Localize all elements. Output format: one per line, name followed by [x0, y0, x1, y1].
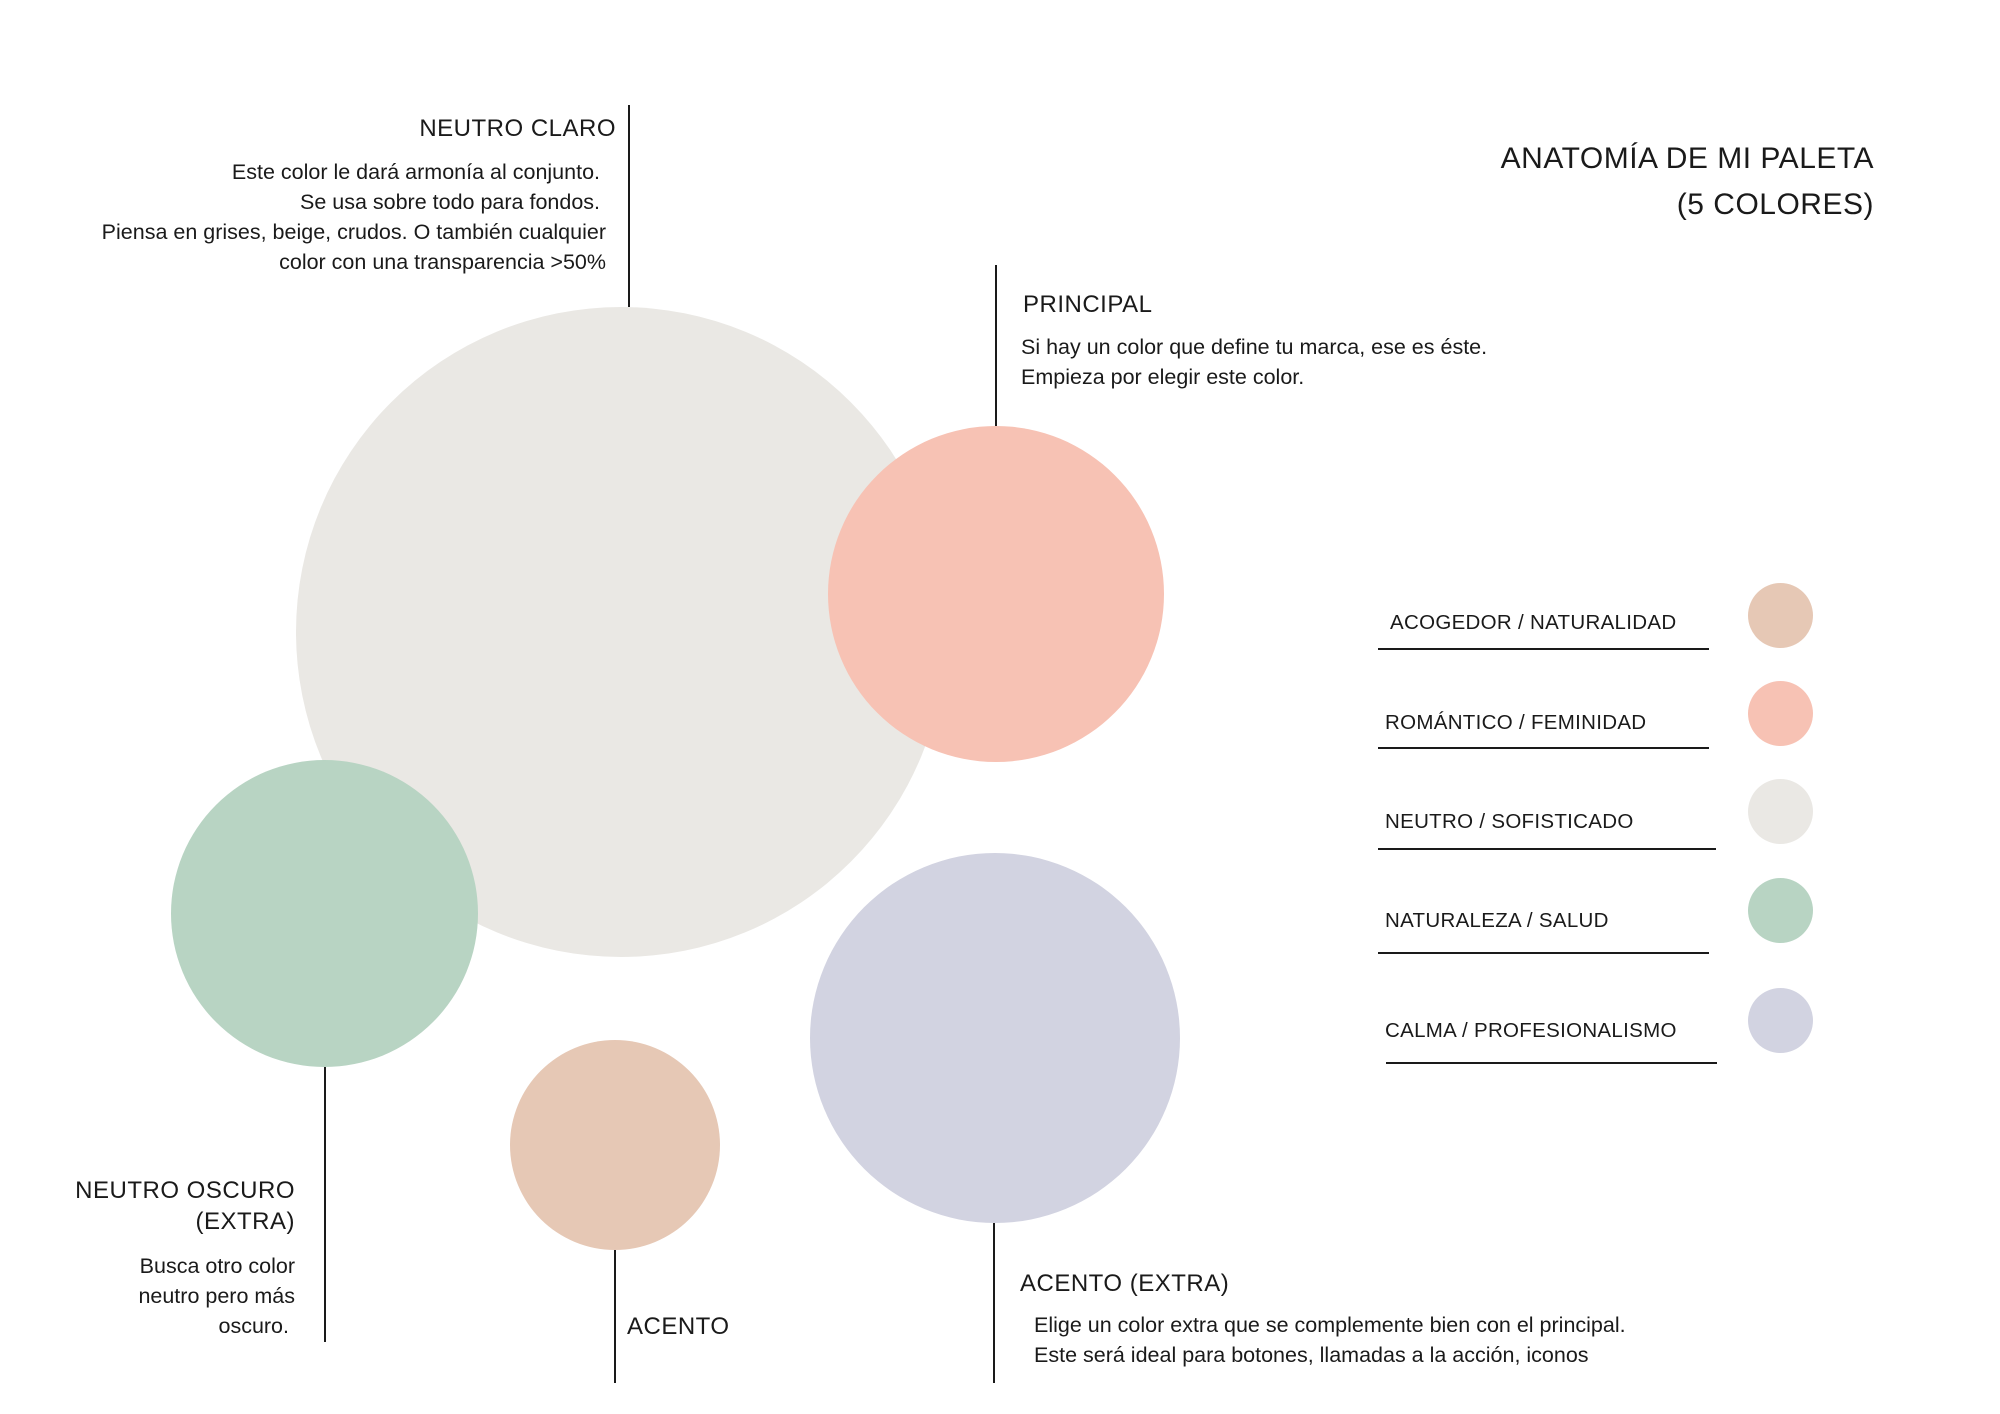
- desc-neutro-claro-line-4: color con una transparencia >50%: [279, 250, 606, 274]
- desc-neutro-oscuro-line-1: Busca otro color: [139, 1254, 295, 1278]
- label-principal: PRINCIPAL: [1023, 291, 1153, 318]
- desc-acento-extra: [1034, 1310, 1626, 1370]
- desc-acento-extra-line-2: Este será ideal para botones, llamadas a la acción, iconos: [1034, 1343, 1589, 1367]
- legend-label-calma: CALMA / PROFESIONALISMO: [1385, 1019, 1677, 1042]
- leader-line-neutro-claro: [628, 105, 630, 307]
- label-neutro-oscuro-line-1: NEUTRO OSCURO: [75, 1177, 295, 1204]
- page-title-line-1: ANATOMÍA DE MI PALETA: [1500, 142, 1874, 175]
- page-title: [1501, 136, 1874, 228]
- legend-swatch-calma: [1748, 988, 1813, 1053]
- label-acento: ACENTO: [627, 1313, 730, 1340]
- desc-neutro-oscuro-line-3: oscuro.: [218, 1314, 289, 1338]
- circle-neutro-oscuro: [171, 760, 478, 1067]
- legend-underline-romantico: [1378, 747, 1709, 749]
- desc-neutro-claro-line-3: Piensa en grises, beige, crudos. O también cualquier: [101, 220, 606, 244]
- desc-principal-line-2: Empieza por elegir este color.: [1021, 365, 1305, 389]
- legend-label-naturaleza: NATURALEZA / SALUD: [1385, 909, 1609, 932]
- legend-swatch-romantico: [1748, 681, 1813, 746]
- legend-label-neutro: NEUTRO / SOFISTICADO: [1385, 810, 1634, 833]
- label-neutro-claro: NEUTRO CLARO: [419, 115, 616, 142]
- circle-principal: [828, 426, 1164, 762]
- label-acento-extra: ACENTO (EXTRA): [1020, 1270, 1230, 1297]
- leader-line-acento: [614, 1250, 616, 1383]
- desc-acento-extra-line-1: Elige un color extra que se complemente bien con el principal.: [1034, 1313, 1626, 1337]
- legend-label-romantico: ROMÁNTICO / FEMINIDAD: [1385, 711, 1647, 734]
- label-neutro-oscuro: [75, 1175, 295, 1237]
- legend-swatch-neutro: [1748, 779, 1813, 844]
- legend-label-acogedor: ACOGEDOR / NATURALIDAD: [1390, 611, 1677, 634]
- desc-neutro-claro-line-1: Este color le dará armonía al conjunto.: [231, 160, 600, 184]
- desc-neutro-claro: [102, 157, 606, 277]
- circle-acento-extra: [810, 853, 1180, 1223]
- desc-neutro-oscuro-line-2: neutro pero más: [138, 1284, 295, 1308]
- leader-line-acento-extra: [993, 1223, 995, 1383]
- leader-line-principal: [995, 265, 997, 426]
- legend-underline-naturaleza: [1378, 952, 1709, 954]
- legend-underline-neutro: [1378, 848, 1716, 850]
- circle-acento: [510, 1040, 720, 1250]
- legend-underline-calma: [1386, 1062, 1717, 1064]
- desc-neutro-oscuro: [138, 1251, 295, 1341]
- desc-neutro-claro-line-2: Se usa sobre todo para fondos.: [299, 190, 600, 214]
- label-neutro-oscuro-line-2: (EXTRA): [195, 1208, 295, 1235]
- legend-underline-acogedor: [1378, 648, 1709, 650]
- legend-swatch-acogedor: [1748, 583, 1813, 648]
- legend-swatch-naturaleza: [1748, 878, 1813, 943]
- desc-principal-line-1: Si hay un color que define tu marca, ese es éste.: [1021, 335, 1488, 359]
- page-title-line-2: (5 COLORES): [1676, 188, 1874, 221]
- leader-line-neutro-oscuro: [324, 1067, 326, 1342]
- desc-principal: [1021, 332, 1487, 392]
